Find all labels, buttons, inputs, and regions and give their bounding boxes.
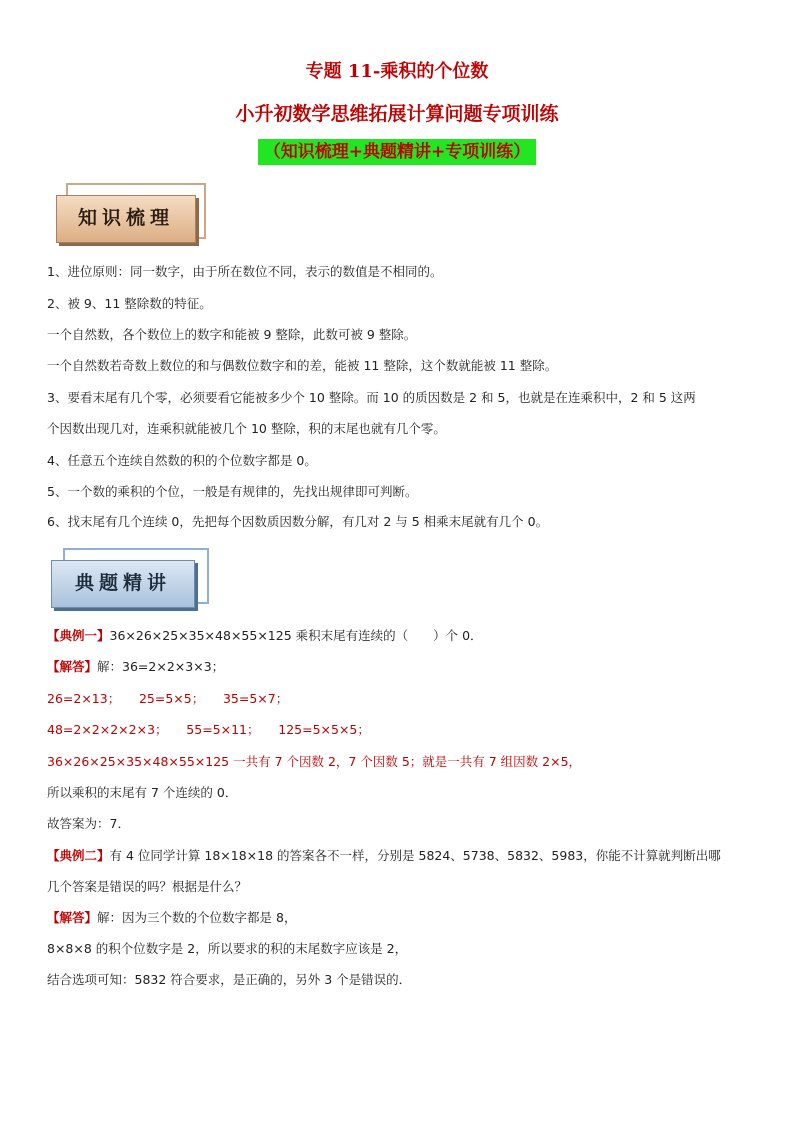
knowledge-point-2: 2、被 9、11 整除数的特征。 (47, 296, 212, 311)
example1-answer-lead: 解： (97, 659, 123, 674)
knowledge-point-1: 1、进位原则：同一数字，由于所在数位不同，表示的数值是不相同的。 (47, 264, 443, 279)
banner-examples-label: 典题精讲 (51, 560, 195, 608)
knowledge-point-5: 5、一个数的乘积的个位，一般是有规律的，先找出规律即可判断。 (47, 484, 418, 499)
example1-answer-line-3: 48=2×2×2×2×3； 55=5×11； 125=5×5×5； (47, 722, 370, 737)
example2-answer-line-3: 结合选项可知：5832 符合要求，是正确的，另外 3 个是错误的． (47, 972, 412, 987)
example1-answer-1: 36=2×2×3×3； (122, 659, 225, 674)
example1-answer-line-4: 36×26×25×35×48×55×125 一共有 7 个因数 2，7 个因数 5；就是一共有 7 组因数 2×5， (47, 754, 582, 769)
example2-question-line-2: 几个答案是错误的吗？根据是什么？ (47, 879, 248, 894)
example2-answer-line-2: 8×8×8 的积个位数字是 2，所以要求的积的末尾数字应该是 2， (47, 941, 408, 956)
example2-answer-line-1 (47, 910, 296, 926)
title-main: 小升初数学思维拓展计算问题专项训练 (235, 103, 559, 125)
knowledge-point-6: 6、找末尾有几个连续 0，先把每个因数质因数分解，有几对 2 与 5 相乘末尾就有几个 0。 (47, 514, 549, 529)
knowledge-point-4: 4、任意五个连续自然数的积的个位数字都是 0。 (47, 453, 317, 468)
banner-knowledge-label: 知识梳理 (56, 195, 196, 243)
example2-answer-tag: 【解答】 (47, 910, 98, 925)
title-topic: 专题 11-乘积的个位数 (305, 61, 489, 82)
example1-answer-line-6: 故答案为：7． (47, 816, 130, 831)
example2-question-line-1 (47, 848, 721, 864)
example2-tag: 【典例二】 (47, 848, 110, 863)
example1-question (47, 628, 483, 644)
example1-answer-tag: 【解答】 (47, 659, 98, 674)
example1-answer-line-1 (47, 659, 224, 675)
example2-answer-1: 因为三个数的个位数字都是 8， (122, 910, 297, 925)
banner-examples (51, 548, 211, 608)
banner-knowledge (56, 183, 206, 243)
example2-answer-lead: 解： (97, 910, 123, 925)
knowledge-point-3-line-2: 个因数出现几对，连乘积就能被几个 10 整除，积的末尾也就有几个零。 (47, 421, 446, 436)
example1-answer-line-2: 26=2×13； 25=5×5； 35=5×7； (47, 691, 289, 706)
title-subtitle: （知识梳理+典题精讲+专项训练） (258, 139, 537, 165)
knowledge-point-2-detail-b: 一个自然数若奇数上数位的和与偶数位数字和的差，能被 11 整除，这个数就能被 11 整除。 (47, 358, 558, 373)
example1-tag: 【典例一】 (47, 628, 110, 643)
example1-question-text: 36×26×25×35×48×55×125 乘积末尾有连续的（ ）个 0． (109, 628, 483, 643)
knowledge-point-3-line-1: 3、要看末尾有几个零，必须要看它能被多少个 10 整除。而 10 的质因数是 2 和 5，也就是在连乘积中，2 和 5 这两 (47, 390, 696, 405)
title-subtitle-wrap (0, 139, 794, 165)
example1-answer-line-5: 所以乘积的末尾有 7 个连续的 0． (47, 785, 238, 800)
example2-question-text-1: 有 4 位同学计算 18×18×18 的答案各不一样，分别是 5824、5738、5832、5983，你能不计算就判断出哪 (109, 848, 721, 863)
knowledge-point-2-detail-a: 一个自然数，各个数位上的数字和能被 9 整除，此数可被 9 整除。 (47, 327, 417, 342)
